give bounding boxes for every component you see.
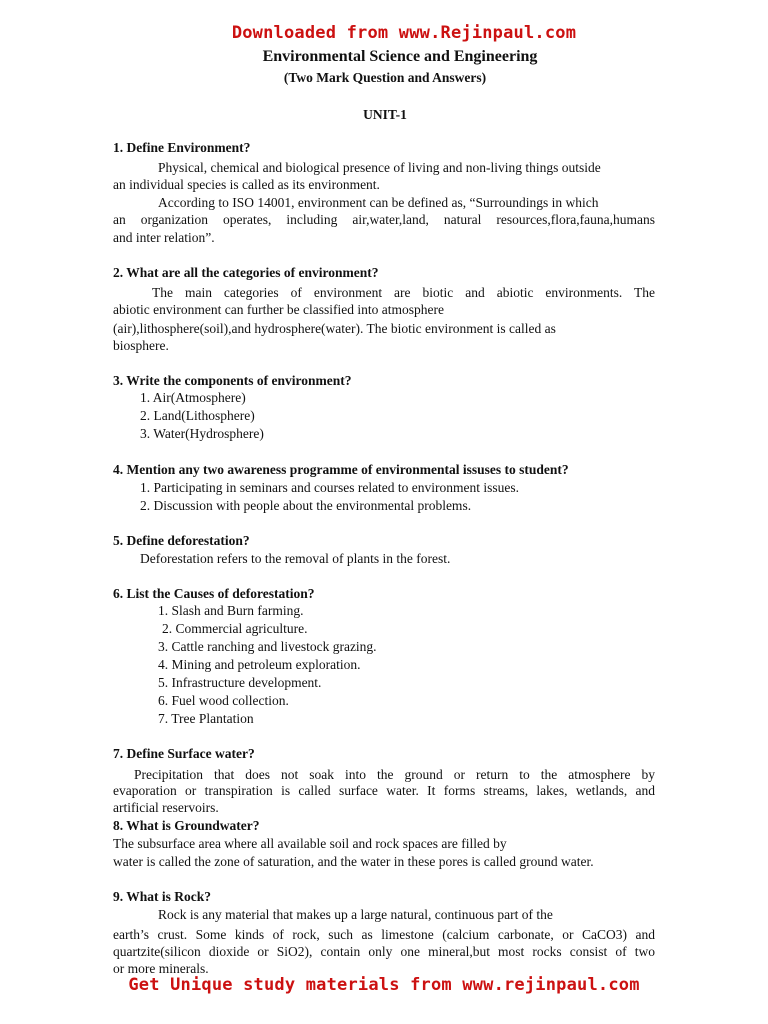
answer-9-line3: quartzite(silicon dioxide or SiO2), contain only one mineral,but most rocks consist of two <box>113 944 655 959</box>
answer-9-line4: or more minerals. <box>113 961 209 976</box>
footer-banner[interactable]: Get Unique study materials from www.rejinpaul.com <box>128 975 640 995</box>
document-title: Environmental Science and Engineering <box>262 48 538 65</box>
answer-7-line3: artificial reservoirs. <box>113 800 219 815</box>
answer-1-para2-line2: an organization operates, including air,water,land, natural resources,flora,fauna,humans <box>113 212 655 227</box>
list-item: 7. Tree Plantation <box>158 711 254 726</box>
answer-2-line3: (air),lithosphere(soil),and hydrosphere(water). The biotic environment is called as <box>113 321 556 336</box>
download-banner[interactable]: Downloaded from www.Rejinpaul.com <box>231 23 577 43</box>
answer-1-para2-line1: According to ISO 14001, environment can be defined as, “Surroundings in which <box>158 195 599 210</box>
list-item: 3. Cattle ranching and livestock grazing. <box>158 639 377 654</box>
answer-2-line2: abiotic environment can further be classified into atmosphere <box>113 302 445 317</box>
unit-heading: UNIT-1 <box>363 107 407 122</box>
answer-1-para1-line1: Physical, chemical and biological presence of living and non-living things outside <box>158 160 601 175</box>
question-2: 2. What are all the categories of environment? <box>113 265 379 280</box>
answer-7-line1: Precipitation that does not soak into the ground or return to the atmosphere by <box>134 767 655 782</box>
list-item: 1. Air(Atmosphere) <box>140 390 246 405</box>
question-9: 9. What is Rock? <box>113 889 212 904</box>
question-4: 4. Mention any two awareness programme of environmental issuses to student? <box>113 462 569 477</box>
question-5: 5. Define deforestation? <box>113 533 250 548</box>
answer-7-line2: evaporation or transpiration is called surface water. It forms streams, lakes, wetlands, and <box>113 783 655 798</box>
list-item: 2. Commercial agriculture. <box>162 621 308 636</box>
list-item: 2. Discussion with people about the environmental problems. <box>140 498 472 513</box>
list-item: 5. Infrastructure development. <box>158 675 322 690</box>
answer-9-line1: Rock is any material that makes up a large natural, continuous part of the <box>158 907 553 922</box>
answer-8-line2: water is called the zone of saturation, and the water in these pores is called ground water. <box>113 854 594 869</box>
list-item: 1. Participating in seminars and courses related to environment issues. <box>140 480 520 495</box>
question-8: 8. What is Groundwater? <box>113 818 260 833</box>
question-6: 6. List the Causes of deforestation? <box>113 586 315 601</box>
list-item: 6. Fuel wood collection. <box>158 693 289 708</box>
answer-8-line1: The subsurface area where all available soil and rock spaces are filled by <box>113 836 507 851</box>
question-3: 3. Write the components of environment? <box>113 373 352 388</box>
list-item: 1. Slash and Burn farming. <box>158 603 304 618</box>
list-item: 2. Land(Lithosphere) <box>140 408 255 423</box>
answer-2-line1: The main categories of environment are biotic and abiotic environments. The <box>152 285 655 300</box>
document-subtitle: (Two Mark Question and Answers) <box>283 70 487 85</box>
answer-1-para1-line2: an individual species is called as its environment. <box>113 177 380 192</box>
answer-9-line2: earth’s crust. Some kinds of rock, such as limestone (calcium carbonate, or CaCO3) and <box>113 927 655 942</box>
list-item: 3. Water(Hydrosphere) <box>140 426 264 441</box>
answer-5: Deforestation refers to the removal of plants in the forest. <box>140 551 451 566</box>
answer-1-para2-line3: and inter relation”. <box>113 230 215 245</box>
answer-2-line4: biosphere. <box>113 338 169 353</box>
question-1: 1. Define Environment? <box>113 140 251 155</box>
question-7: 7. Define Surface water? <box>113 746 255 761</box>
list-item: 4. Mining and petroleum exploration. <box>158 657 361 672</box>
